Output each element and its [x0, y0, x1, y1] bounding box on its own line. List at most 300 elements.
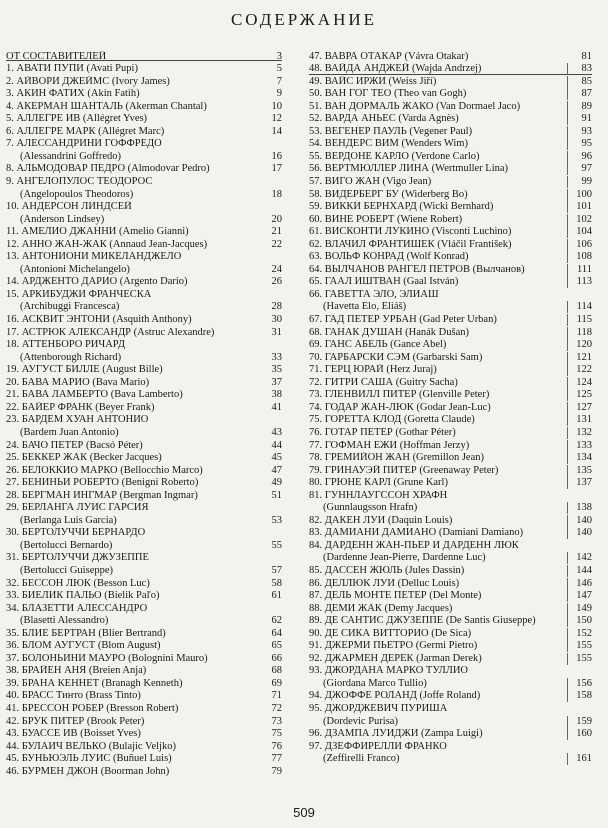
toc-entry — [309, 577, 592, 590]
toc-entry — [6, 665, 282, 678]
toc-entry-title: 34. БЛАЗЕТТИ АЛЕССАНДРО — [6, 602, 148, 614]
toc-entry-title: 65. ГААЛ ИШТВАН (Gaal István) — [309, 276, 459, 288]
toc-entry-title: 41. БРЕССОН РОБЕР (Bresson Robert) — [6, 702, 179, 714]
toc-entry-page: 3 — [276, 50, 282, 62]
toc-entry-page: 76 — [271, 740, 282, 752]
toc-entry-title: 30. БЕРТОЛУЧЧИ БЕРНАРДО — [6, 527, 146, 539]
toc-entry-page: 132 — [567, 427, 592, 439]
toc-entry — [6, 313, 282, 326]
toc-entry — [309, 489, 592, 502]
toc-entry — [6, 477, 282, 490]
toc-entry-page: 66 — [271, 652, 282, 664]
toc-entry-title: 13. АНТОНИОНИ МИКЕЛАНДЖЕЛО — [6, 251, 182, 263]
toc-entry-page: 97 — [567, 163, 592, 175]
toc-entry-title: 80. ГРЮНЕ КАРЛ (Grune Karl) — [309, 477, 448, 489]
toc-entry-title: 77. ГОФМАН ЕЖИ (Hoffman Jerzy) — [309, 439, 470, 451]
toc-entry — [6, 539, 282, 552]
toc-entry-title: 87. ДЕЛЬ МОНТЕ ПЕТЕР (Del Monte) — [309, 590, 482, 602]
toc-entry-page: 79 — [271, 765, 282, 777]
toc-entry — [309, 276, 592, 289]
toc-entry — [6, 652, 282, 665]
toc-entry-title: 60. ВИНЕ РОБЕРТ (Wiene Robert) — [309, 213, 463, 225]
toc-entry — [6, 364, 282, 377]
toc-entry — [6, 100, 282, 113]
toc-entry-page: 72 — [271, 702, 282, 714]
toc-entry-page: 12 — [271, 113, 282, 125]
toc-entry-title: 40. БРАСС Тинто (Brass Tinto) — [6, 690, 141, 702]
toc-entry — [309, 100, 592, 113]
toc-entry-title: 72. ГИТРИ САША (Guitry Sacha) — [309, 376, 458, 388]
toc-entry — [309, 226, 592, 239]
toc-entry-page: 28 — [271, 301, 282, 313]
toc-entry — [309, 640, 592, 653]
toc-entry-page: 147 — [567, 590, 592, 602]
toc-entry — [309, 477, 592, 490]
toc-entry — [6, 150, 282, 163]
toc-entry — [309, 615, 592, 628]
toc-entry-page: 81 — [581, 50, 592, 62]
toc-entry-title: 55. ВЕРДОНЕ КАРЛО (Verdone Carlo) — [309, 150, 480, 162]
toc-entry — [6, 753, 282, 766]
toc-entry — [309, 88, 592, 101]
toc-entry — [6, 426, 282, 439]
toc-entry-page: 35 — [271, 364, 282, 376]
toc-entry — [6, 728, 282, 741]
toc-entry-title: 75. ГОРЕТТА КЛОД (Goretta Claude) — [309, 414, 475, 426]
toc-entry-title: 68. ГАНАК ДУШАН (Hanák Dušan) — [309, 326, 470, 338]
toc-entry-title: (Angelopoulos Theodoros) — [20, 188, 134, 200]
toc-entry-title: 2. АЙВОРИ ДЖЕЙМС (Ivory James) — [6, 75, 170, 87]
toc-entry — [6, 226, 282, 239]
toc-entry-page: 83 — [567, 63, 592, 75]
toc-entry — [6, 175, 282, 188]
toc-entry — [6, 201, 282, 214]
toc-entry-page: 14 — [271, 125, 282, 137]
toc-entry-page: 140 — [567, 527, 592, 539]
toc-entry-page: 108 — [567, 251, 592, 263]
toc-entry-title: 59. ВИККИ БЕРНХАРД (Wicki Bernhard) — [309, 201, 494, 213]
toc-entry-title: 76. ГОТАР ПЕТЕР (Gothar Péter) — [309, 426, 456, 438]
toc-entry-title: 69. ГАНС АБЕЛЬ (Gance Abel) — [309, 339, 447, 351]
toc-entry-title: 6. АЛЛЕГРЕ МАРК (Allégret Marc) — [6, 125, 165, 137]
toc-entry-title: 82. ДАКЕН ЛУИ (Daquin Louis) — [309, 514, 453, 526]
toc-entry — [6, 63, 282, 76]
toc-entry-title: 5. АЛЛЕГРЕ ИВ (Allégret Yves) — [6, 113, 148, 125]
toc-entry — [6, 263, 282, 276]
toc-entry — [309, 301, 592, 314]
toc-entry-title: 16. АСКВИТ ЭНТОНИ (Asquith Anthony) — [6, 314, 192, 326]
toc-entry-page: 69 — [271, 677, 282, 689]
toc-entry-title: 11. АМЕЛИО ДЖАННИ (Amelio Gianni) — [6, 226, 189, 238]
toc-entry-page: 49 — [271, 477, 282, 489]
toc-entry-title: 64. ВЫЛЧАНОВ РАНГЕЛ ПЕТРОВ (Вылчанов) — [309, 263, 525, 275]
toc-entry-page: 33 — [271, 351, 282, 363]
toc-entry — [309, 564, 592, 577]
toc-entry — [309, 63, 592, 76]
toc-entry — [6, 276, 282, 289]
toc-entry-page: 118 — [567, 327, 592, 339]
toc-entry-title: 32. БЕССОН ЛЮК (Besson Luc) — [6, 577, 150, 589]
toc-entry-title: 33. БИЕЛИК ПАЛЬО (Bielik Paľo) — [6, 590, 160, 602]
toc-entry-title: (Bertolucci Bernardo) — [20, 539, 113, 551]
toc-entry-page: 71 — [271, 690, 282, 702]
toc-entry-title: 28. БЕРГМАН ИНГМАР (Bergman Ingmar) — [6, 489, 198, 501]
toc-entry-page: 140 — [567, 515, 592, 527]
toc-entry-page: 99 — [567, 176, 592, 188]
toc-entry-page: 51 — [271, 489, 282, 501]
toc-entry-title: ОТ СОСТАВИТЕЛЕЙ — [6, 50, 107, 62]
toc-entry-title: (Dardenne Jean-Pierre, Dardenne Luc) — [323, 552, 486, 564]
toc-entry-title: 95. ДЖОРДЖЕВИЧ ПУРИША — [309, 702, 448, 714]
toc-entry-page: 87 — [567, 88, 592, 100]
toc-entry-page: 95 — [567, 138, 592, 150]
toc-entry-page: 20 — [271, 213, 282, 225]
toc-entry-page: 120 — [567, 339, 592, 351]
toc-entry-title: 15. АРКИБУДЖИ ФРАНЧЕСКА — [6, 288, 152, 300]
toc-entry — [6, 615, 282, 628]
toc-entry-page: 152 — [567, 628, 592, 640]
toc-entry-page: 68 — [271, 665, 282, 677]
toc-entry — [309, 364, 592, 377]
toc-entry-page: 75 — [271, 728, 282, 740]
toc-entry-title: 25. БЕККЕР ЖАК (Becker Jacques) — [6, 452, 162, 464]
toc-entry-title: 79. ГРИНАУЭЙ ПИТЕР (Greenaway Peter) — [309, 464, 499, 476]
toc-entry-title: (Giordana Marco Tullio) — [323, 677, 427, 689]
toc-entry — [309, 138, 592, 151]
toc-entry-title: (Gunnlaugsson Hrafn) — [323, 502, 418, 514]
toc-entry-title: 90. ДЕ СИКА ВИТТОРИО (De Sica) — [309, 627, 472, 639]
toc-entry-title: (Dordevic Purisa) — [323, 715, 398, 727]
toc-entry — [309, 514, 592, 527]
toc-entry — [309, 238, 592, 251]
toc-entry — [309, 715, 592, 728]
toc-entry-title: 70. ГАРБАРСКИ СЭМ (Garbarski Sam) — [309, 351, 483, 363]
toc-entry — [309, 288, 592, 301]
toc-entry — [309, 251, 592, 264]
toc-entry-title: 63. ВОЛЬФ КОНРАД (Wolf Konrad) — [309, 251, 469, 263]
toc-entry-page: 144 — [567, 565, 592, 577]
toc-entry-page: 62 — [271, 615, 282, 627]
toc-entry — [309, 263, 592, 276]
toc-entry-page: 61 — [271, 590, 282, 602]
toc-entry-title: 27. БЕНИНЬИ РОБЕРТО (Benigni Roberto) — [6, 477, 199, 489]
toc-entry-page: 89 — [567, 101, 592, 113]
toc-entry-title: 74. ГОДАР ЖАН-ЛЮК (Godar Jean-Luc) — [309, 401, 491, 413]
toc-entry-title: 89. ДЕ САНТИС ДЖУЗЕППЕ (De Santis Giuseppe) — [309, 615, 536, 627]
toc-entry — [309, 175, 592, 188]
toc-entry-page: 21 — [271, 226, 282, 238]
toc-entry — [6, 627, 282, 640]
toc-entry-page: 41 — [271, 401, 282, 413]
toc-entry-title: 22. БАЙЕР ФРАНК (Beyer Frank) — [6, 401, 155, 413]
toc-entry — [309, 527, 592, 540]
toc-entry — [309, 50, 592, 63]
toc-entry-page: 100 — [567, 189, 592, 201]
toc-entry — [6, 464, 282, 477]
toc-entry-page: 115 — [567, 314, 592, 326]
toc-entry — [309, 213, 592, 226]
toc-entry-page: 114 — [567, 301, 592, 313]
toc-entry — [6, 125, 282, 138]
toc-entry — [309, 665, 592, 678]
toc-entry-title: 3. АКИН ФАТИХ (Akin Fatih) — [6, 88, 140, 100]
toc-entry-page: 158 — [567, 690, 592, 702]
toc-entry — [6, 577, 282, 590]
toc-entry-title: (Archibuggi Francesca) — [20, 301, 120, 313]
toc-entry — [6, 439, 282, 452]
toc-entry-title: 53. ВЕГЕНЕР ПАУЛЬ (Vegener Paul) — [309, 125, 473, 137]
toc-entry-page: 65 — [271, 640, 282, 652]
toc-entry-page: 30 — [271, 314, 282, 326]
toc-entry — [6, 326, 282, 339]
toc-entry — [6, 715, 282, 728]
toc-entry-page: 43 — [271, 426, 282, 438]
toc-entry — [6, 50, 282, 63]
toc-entry-page: 124 — [567, 377, 592, 389]
toc-entry — [309, 389, 592, 402]
toc-entry-page: 155 — [567, 640, 592, 652]
toc-entry-title: 29. БЕРЛАНГА ЛУИС ГАРСИЯ — [6, 502, 149, 514]
toc-entry-page: 47 — [271, 464, 282, 476]
toc-entry-page: 96 — [567, 151, 592, 163]
toc-entry-title: 94. ДЖОФФЕ РОЛАНД (Joffe Roland) — [309, 690, 481, 702]
toc-entry-page: 111 — [567, 264, 592, 276]
toc-entry-title: 51. ВАН ДОРМАЛЬ ЖАКО (Van Dormael Jaco) — [309, 100, 521, 112]
toc-entry-page: 17 — [271, 163, 282, 175]
toc-entry — [6, 452, 282, 465]
toc-entry-page: 10 — [271, 100, 282, 112]
toc-entry-page: 155 — [567, 653, 592, 665]
toc-entry-title: (Anderson Lindsey) — [20, 213, 105, 225]
toc-entry-page: 85 — [567, 76, 592, 88]
toc-entry-page: 55 — [271, 539, 282, 551]
toc-entry-page: 91 — [567, 113, 592, 125]
toc-entry — [309, 313, 592, 326]
toc-entry-title: (Bardem Juan Antonio) — [20, 426, 119, 438]
toc-entry-title: 21. БАВА ЛАМБЕРТО (Bava Lamberto) — [6, 389, 183, 401]
toc-entry-page: 18 — [271, 188, 282, 200]
toc-entry — [6, 75, 282, 88]
toc-entry-title: 47. ВАВРА ОТАКАР (Vávra Otakar) — [309, 50, 469, 62]
toc-entry-title: 78. ГРЕМИЙОН ЖАН (Gremillon Jean) — [309, 452, 484, 464]
toc-entry — [309, 426, 592, 439]
toc-entry — [309, 75, 592, 88]
toc-entry — [309, 163, 592, 176]
toc-entry-title: 66. ГАВЕТТА ЭЛО, ЭЛИАШ — [309, 288, 439, 300]
toc-entry — [309, 339, 592, 352]
toc-entry-page: 104 — [567, 226, 592, 238]
toc-entry-page: 24 — [271, 263, 282, 275]
toc-entry-title: 20. БАВА МАРИО (Bava Mario) — [6, 376, 150, 388]
toc-entry — [6, 552, 282, 565]
toc-entry — [6, 527, 282, 540]
toc-entry-page: 142 — [567, 552, 592, 564]
page-number: 509 — [293, 805, 315, 820]
toc-entry-page: 102 — [567, 214, 592, 226]
toc-entry-title: 58. ВИДЕРБЕРГ БУ (Widerberg Bo) — [309, 188, 468, 200]
toc-entry — [309, 188, 592, 201]
toc-entry-page: 133 — [567, 440, 592, 452]
toc-entry — [6, 163, 282, 176]
toc-entry-title: 45. БУНЬЮЭЛЬ ЛУИС (Buñuel Luis) — [6, 753, 172, 765]
toc-entry — [6, 339, 282, 352]
toc-entry-page: 26 — [271, 276, 282, 288]
toc-entry — [309, 125, 592, 138]
toc-entry-page: 134 — [567, 452, 592, 464]
toc-entry-page: 53 — [271, 514, 282, 526]
toc-entry — [6, 414, 282, 427]
toc-entry — [6, 765, 282, 778]
toc-entry-page: 77 — [271, 753, 282, 765]
toc-entry — [309, 539, 592, 552]
toc-entry — [6, 489, 282, 502]
toc-entry-title: 56. ВЕРТМЮЛЛЕР ЛИНА (Wertmuller Lina) — [309, 163, 509, 175]
toc-entry-page: 138 — [567, 502, 592, 514]
toc-entry-title: 50. ВАН ГОГ ТЕО (Theo van Gogh) — [309, 88, 467, 100]
toc-entry — [309, 376, 592, 389]
toc-entry-page: 9 — [276, 88, 282, 100]
toc-entry-page: 113 — [567, 276, 592, 288]
toc-entry — [309, 728, 592, 741]
toc-entry — [309, 502, 592, 515]
toc-entry-title: 39. БРАНА КЕННЕТ (Branagh Kenneth) — [6, 677, 183, 689]
toc-entry-title: 62. ВЛАЧИЛ ФРАНТИШЕК (Vláčil František) — [309, 238, 512, 250]
toc-entry-title: 54. ВЕНДЕРС ВИМ (Wenders Wim) — [309, 138, 468, 150]
toc-entry — [309, 753, 592, 766]
toc-entry — [309, 602, 592, 615]
toc-entry — [309, 414, 592, 427]
toc-entry-title: 38. БРАЙЕН АНЯ (Breien Anja) — [6, 665, 147, 677]
toc-entry — [309, 627, 592, 640]
toc-entry — [6, 502, 282, 515]
toc-entry — [6, 690, 282, 703]
toc-entry-page: 160 — [567, 728, 592, 740]
toc-entry — [309, 552, 592, 565]
toc-entry-title: 46. БУРМЕН ДЖОН (Boorman John) — [6, 765, 170, 777]
toc-entry-title: 92. ДЖАРМЕН ДЕРЕК (Jarman Derek) — [309, 652, 482, 664]
toc-entry-page: 44 — [271, 439, 282, 451]
toc-entry-page: 156 — [567, 678, 592, 690]
toc-entry — [6, 213, 282, 226]
toc-entry — [309, 590, 592, 603]
toc-entry — [6, 138, 282, 151]
toc-entry-page: 135 — [567, 465, 592, 477]
toc-entry-title: (Berlanga Luis Garcia) — [20, 514, 117, 526]
toc-entry — [6, 301, 282, 314]
toc-entry-title: 71. ГЕРЦ ЮРАЙ (Herz Juraj) — [309, 364, 437, 376]
toc-entry-page: 57 — [271, 564, 282, 576]
toc-entry-title: 24. БАЧО ПЕТЕР (Bacsó Péter) — [6, 439, 143, 451]
toc-entry-page: 121 — [567, 352, 592, 364]
toc-entry-title: 7. АЛЕССАНДРИНИ ГОФФРЕДО — [6, 138, 162, 150]
toc-entry-title: 37. БОЛОНЬИНИ МАУРО (Bolognini Mauro) — [6, 652, 208, 664]
toc-entry — [309, 702, 592, 715]
toc-entry-page: 31 — [271, 326, 282, 338]
toc-entry-title: (Bertolucci Guiseppe) — [20, 564, 114, 576]
toc-entry-title: 1. АВАТИ ПУПИ (Avati Pupi) — [6, 63, 138, 75]
toc-entry-title: 48. ВАЙДА АНДЖЕЙ (Wajda Andrzej) — [309, 63, 482, 75]
toc-entry-title: 4. АКЕРМАН ШАНТАЛЬ (Akerman Chantal) — [6, 100, 207, 112]
toc-entry-title: 85. ДАССЕН ЖЮЛЬ (Jules Dassin) — [309, 564, 465, 576]
toc-entry-page: 93 — [567, 126, 592, 138]
toc-entry-title: (Havetta Elo, Eliáš) — [323, 301, 407, 313]
toc-entry — [309, 677, 592, 690]
toc-entry-title: 96. ДЗАМПА ЛУИДЖИ (Zampa Luigi) — [309, 728, 483, 740]
toc-entry — [6, 389, 282, 402]
toc-entry-title: 31. БЕРТОЛУЧЧИ ДЖУЗЕППЕ — [6, 552, 149, 564]
toc-entry — [309, 452, 592, 465]
toc-entry-title: (Antonioni Michelangelo) — [20, 263, 130, 275]
toc-entry — [6, 188, 282, 201]
toc-entry-title: 73. ГЛЕНВИЛЛ ПИТЕР (Glenville Peter) — [309, 389, 490, 401]
toc-entry-title: 86. ДЕЛЛЮК ЛУИ (Delluc Louis) — [309, 577, 460, 589]
toc-entry — [309, 201, 592, 214]
toc-entry — [6, 602, 282, 615]
toc-entry-page: 101 — [567, 201, 592, 213]
toc-entry-title: 83. ДАМИАНИ ДАМИАНО (Damiani Damiano) — [309, 527, 524, 539]
toc-entry-page: 64 — [271, 627, 282, 639]
toc-entry — [309, 113, 592, 126]
toc-entry-page: 22 — [271, 238, 282, 250]
toc-entry-title: 10. АНДЕРСОН ЛИНДСЕЙ — [6, 201, 132, 213]
toc-entry-title: 91. ДЖЕРМИ ПЬЕТРО (Germi Pietro) — [309, 640, 478, 652]
toc-entry-title: 23. БАРДЕМ ХУАН АНТОНИО — [6, 414, 149, 426]
toc-entry-title: 52. ВАРДА АНЬЕС (Varda Agnès) — [309, 113, 459, 125]
toc-entry-page: 149 — [567, 603, 592, 615]
toc-entry-title: 93. ДЖОРДАНА МАРКО ТУЛЛИО — [309, 665, 469, 677]
toc-entry-title: 57. ВИГО ЖАН (Vigo Jean) — [309, 176, 432, 188]
toc-entry — [309, 439, 592, 452]
toc-entry — [6, 238, 282, 251]
toc-entry-title: 43. БУАССЕ ИВ (Boisset Yves) — [6, 728, 141, 740]
toc-entry-title: (Zeffirelli Franco) — [323, 753, 400, 765]
toc-left-column — [6, 50, 282, 778]
toc-entry-title: 88. ДЕМИ ЖАК (Demy Jacques) — [309, 602, 453, 614]
toc-entry-title: (Blasetti Alessandro) — [20, 615, 109, 627]
toc-entry — [6, 376, 282, 389]
toc-entry-page: 131 — [567, 414, 592, 426]
toc-entry-page: 127 — [567, 402, 592, 414]
toc-entry-title: 61. ВИСКОНТИ ЛУКИНО (Visconti Luchino) — [309, 226, 512, 238]
toc-entry — [309, 401, 592, 414]
toc-entry — [6, 288, 282, 301]
toc-entry-title: (Alessandrini Goffredo) — [20, 150, 121, 162]
toc-entry-title: 17. АСТРЮК АЛЕКСАНДР (Astruc Alexandre) — [6, 326, 215, 338]
toc-entry-title: 26. БЕЛОККИО МАРКО (Bellocchio Marco) — [6, 464, 203, 476]
toc-entry-title: 19. АУГУСТ БИЛЛЕ (August Bille) — [6, 364, 163, 376]
toc-entry-page: 38 — [271, 389, 282, 401]
toc-entry-page: 137 — [567, 477, 592, 489]
toc-entry — [6, 251, 282, 264]
toc-entry — [6, 113, 282, 126]
toc-entry-page: 159 — [567, 716, 592, 728]
toc-entry-page: 122 — [567, 364, 592, 376]
toc-entry-title: 81. ГУННЛАУГССОН ХРАФН — [309, 489, 448, 501]
toc-entry-page: 37 — [271, 376, 282, 388]
toc-entry — [6, 401, 282, 414]
toc-entry — [6, 88, 282, 101]
toc-entry-title: 84. ДАРДЕНН ЖАН-ПЬЕР И ДАРДЕНН ЛЮК — [309, 539, 519, 551]
toc-entry-title: 49. ВАЙС ИРЖИ (Weiss Jiří) — [309, 75, 437, 87]
toc-right-column — [309, 50, 592, 765]
toc-entry-title: 12. АННО ЖАН-ЖАК (Annaud Jean-Jacques) — [6, 238, 208, 250]
toc-entry-title: 35. БЛИЕ БЕРТРАН (Blier Bertrand) — [6, 627, 166, 639]
toc-entry — [6, 590, 282, 603]
toc-entry — [309, 652, 592, 665]
toc-entry — [309, 690, 592, 703]
toc-entry-title: (Attenborough Richard) — [20, 351, 122, 363]
toc-entry-page: 146 — [567, 578, 592, 590]
